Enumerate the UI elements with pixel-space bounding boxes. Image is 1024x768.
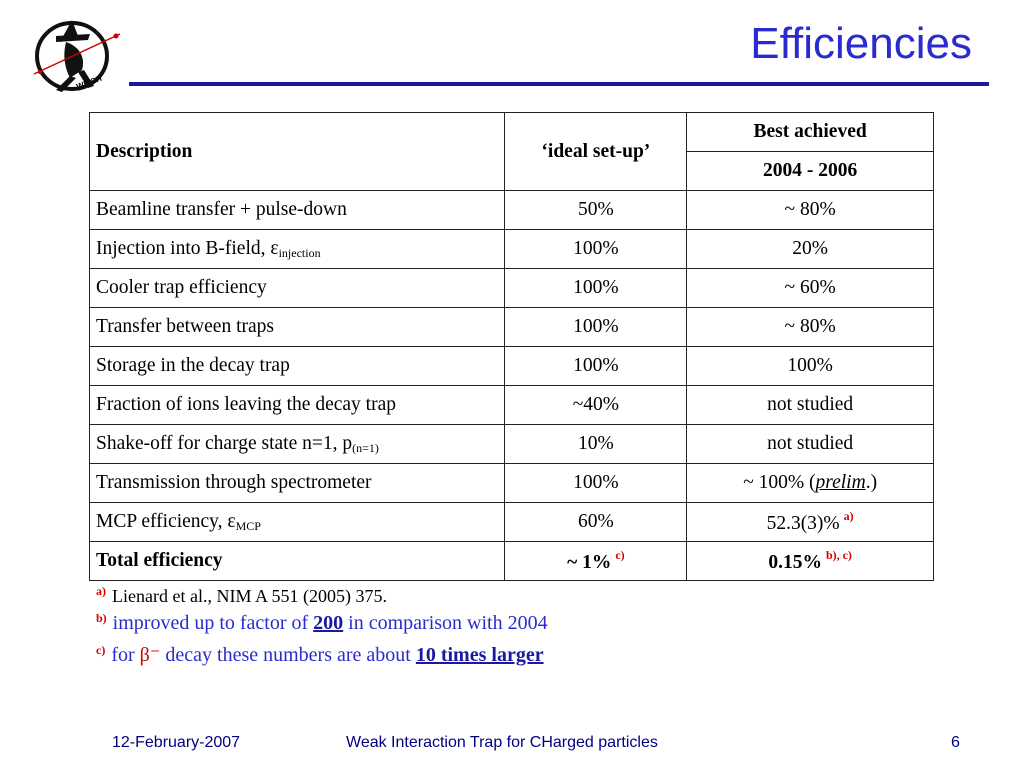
header-best: Best achieved (687, 113, 934, 152)
total-description: Total efficiency (90, 542, 505, 581)
row-description: Shake-off for charge state n=1, $p_{(n=1)}$ (90, 425, 505, 464)
row-description-subscript: (n=1) (352, 440, 379, 455)
ten-times-larger: 10 times larger (415, 644, 544, 666)
factor-200: 200 (313, 612, 344, 634)
row-description: Transmission through spectrometer (90, 464, 505, 503)
row-ideal: ~40% (505, 386, 687, 425)
header-ideal: ‘ideal set-up’ (505, 113, 687, 191)
row-best: ~ 80% (687, 308, 934, 347)
row-ideal: 10% (505, 425, 687, 464)
header-best-years: 2004 - 2006 (687, 152, 934, 191)
table-header-row (90, 113, 934, 152)
row-best: not studied (687, 386, 934, 425)
footnote-ref: b), c) (825, 548, 852, 562)
row-ideal: 60% (505, 503, 687, 542)
logo-text: WITCH (75, 73, 103, 92)
row-description: Transfer between traps (90, 308, 505, 347)
row-description-subscript: injection (278, 245, 321, 260)
row-ideal: 100% (505, 308, 687, 347)
table-row (90, 269, 934, 308)
row-best: not studied (687, 425, 934, 464)
header-description: Description (90, 113, 505, 191)
footnote-ref: a) (843, 509, 854, 523)
row-description: Storage in the decay trap (90, 347, 505, 386)
witch-logo (26, 12, 128, 98)
beta-minus-symbol: β⁻ (139, 644, 161, 666)
row-ideal: 50% (505, 191, 687, 230)
row-ideal: 100% (505, 230, 687, 269)
footnote-text: Lienard et al., NIM A 551 (2005) 375. (112, 586, 387, 606)
table-row (90, 191, 934, 230)
table-row (90, 464, 934, 503)
footnote-c: $^{c)}$ for β⁻ decay these numbers are about 10 times larger (96, 643, 544, 666)
footnote-ref: c) (615, 548, 625, 562)
row-best: 20% (687, 230, 934, 269)
row-ideal: 100% (505, 269, 687, 308)
footnote-marker: c) (96, 643, 106, 657)
footnote-a (96, 586, 387, 607)
row-ideal: 100% (505, 464, 687, 503)
footnote-marker: a) (96, 584, 106, 598)
row-description: Fraction of ions leaving the decay trap (90, 386, 505, 425)
row-best: ~ 80% (687, 191, 934, 230)
row-best: ~ 60% (687, 269, 934, 308)
total-row (90, 542, 934, 581)
efficiency-table (89, 112, 934, 581)
row-description: Beamline transfer + pulse-down (90, 191, 505, 230)
table-row (90, 503, 934, 542)
row-best: 100% (687, 347, 934, 386)
footer-title: Weak Interaction Trap for CHarged particles (346, 734, 658, 751)
row-best: ~ 100% (prelim.) (687, 464, 934, 503)
total-ideal: ~ 1% $^{c)}$ (505, 542, 687, 581)
title-underline (129, 82, 989, 86)
row-description: Cooler trap efficiency (90, 269, 505, 308)
row-best: 52.3(3)% $^{a)}$ (687, 503, 934, 542)
row-ideal: 100% (505, 347, 687, 386)
table-row (90, 230, 934, 269)
footnote-marker: b) (96, 611, 107, 625)
footer-date: 12-February-2007 (112, 734, 241, 751)
table-row (90, 425, 934, 464)
row-description: MCP efficiency, $\varepsilon_{MCP}$ (90, 503, 505, 542)
table-row (90, 308, 934, 347)
slide-title: Efficiencies (750, 19, 972, 68)
prelim-note: prelim (815, 472, 866, 493)
row-description: Injection into B-field, $\varepsilon_{injection}$ (90, 230, 505, 269)
table-row (90, 386, 934, 425)
table-row (90, 347, 934, 386)
footnote-b: $^{b)}$ improved up to factor of 200 in comparison with 2004 (96, 611, 548, 634)
row-description-subscript: MCP (235, 518, 261, 533)
footer-page-number: 6 (951, 734, 960, 751)
total-best: 0.15% $^{b), c)}$ (687, 542, 934, 581)
